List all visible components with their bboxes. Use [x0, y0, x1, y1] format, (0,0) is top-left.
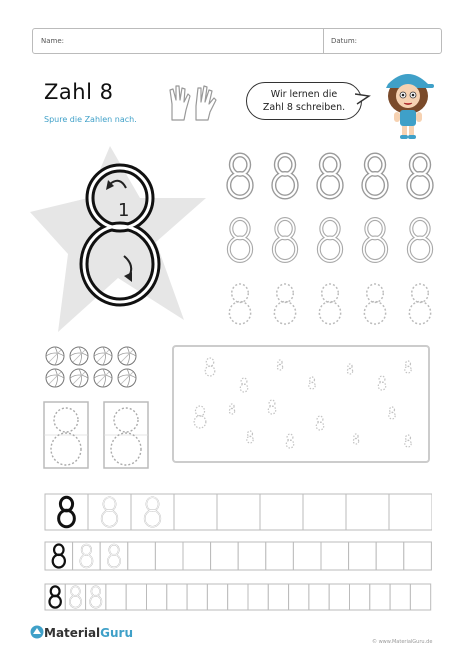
writing-cell — [321, 542, 349, 570]
writing-cell — [86, 584, 106, 610]
scattered-digit-8 — [205, 358, 215, 376]
writing-cell — [167, 584, 187, 610]
writing-cell — [289, 584, 309, 610]
scattered-digit-8 — [309, 377, 315, 389]
name-label: Name: — [41, 37, 65, 45]
dotted-digit-boxes — [42, 400, 152, 472]
writing-cell — [389, 494, 432, 530]
scattered-digit-8 — [405, 361, 411, 373]
worksheet-subtitle: Spure die Zahlen nach. — [44, 115, 137, 124]
writing-cell — [147, 584, 167, 610]
writing-cell — [73, 542, 101, 570]
writing-cell — [174, 494, 217, 530]
scattered-digit-8 — [347, 364, 352, 374]
writing-cell — [349, 542, 377, 570]
ball-icon — [70, 369, 88, 387]
writing-cell — [238, 542, 266, 570]
writing-cell — [128, 542, 156, 570]
writing-cell — [155, 542, 183, 570]
writing-cell — [211, 542, 239, 570]
scattered-eights — [172, 345, 430, 463]
trace-digit-8 — [409, 219, 431, 261]
trace-digit-8 — [364, 219, 386, 261]
writing-cell — [183, 542, 211, 570]
brand-part-2: Guru — [100, 626, 134, 640]
writing-cell — [65, 584, 85, 610]
dotted-digit-8 — [364, 284, 385, 324]
writing-cell — [88, 494, 131, 530]
ball-icon — [46, 369, 64, 387]
scattered-digit-8 — [286, 434, 293, 448]
writing-cell — [248, 584, 268, 610]
writing-cell — [376, 542, 404, 570]
trace-digit-8 — [409, 155, 431, 197]
ball-icon — [94, 347, 112, 365]
writing-cell — [404, 542, 432, 570]
scattered-digit-8 — [247, 431, 253, 443]
writing-cell — [329, 584, 349, 610]
scattered-digit-8 — [268, 400, 275, 414]
scattered-digit-8 — [277, 360, 282, 370]
trace-digit-8 — [364, 155, 386, 197]
big-digit-8 — [78, 160, 162, 308]
writing-cell — [126, 584, 146, 610]
writing-cell — [268, 584, 288, 610]
trace-grid-digits — [229, 155, 431, 324]
writing-cell — [266, 542, 294, 570]
writing-cell — [390, 584, 410, 610]
divider — [323, 29, 324, 53]
speech-line-1: Wir lernen die — [270, 89, 338, 100]
writing-cell — [309, 584, 329, 610]
scattered-digit-8 — [316, 416, 323, 430]
scattered-digit-8 — [405, 435, 411, 447]
materialguru-logo-icon — [30, 625, 44, 639]
ball-icon — [118, 369, 136, 387]
dotted-digit-8 — [274, 284, 295, 324]
worksheet-title: Zahl 8 — [44, 80, 114, 104]
writing-row — [45, 542, 431, 570]
writing-row — [45, 584, 431, 610]
date-label: Datum: — [331, 37, 358, 45]
trace-digit-8 — [274, 219, 296, 261]
dotted-digit-8 — [229, 284, 250, 324]
writing-cell — [370, 584, 390, 610]
scattered-digit-8 — [353, 434, 358, 444]
writing-cell — [131, 494, 174, 530]
writing-cell — [207, 584, 227, 610]
brand-logo — [44, 626, 133, 640]
scattered-digit-8 — [229, 404, 234, 414]
writing-cell — [303, 494, 346, 530]
speech-line-2: Zahl 8 schreiben. — [262, 102, 346, 113]
ball-icon — [46, 347, 64, 365]
girl-illustration — [380, 66, 436, 142]
writing-cell — [410, 584, 430, 610]
writing-cell — [350, 584, 370, 610]
writing-cell — [106, 584, 126, 610]
speech-bubble-tail — [355, 92, 371, 106]
svg-text:1: 1 — [118, 200, 130, 221]
writing-cell — [228, 584, 248, 610]
writing-rows — [44, 492, 432, 614]
hand-sign-icon — [168, 80, 222, 124]
footer-url: © www.MaterialGuru.de — [372, 639, 433, 645]
writing-cell — [346, 494, 389, 530]
ball-icon — [118, 347, 136, 365]
writing-cell — [100, 542, 128, 570]
ball-icon — [70, 347, 88, 365]
scattered-digit-8 — [240, 378, 247, 392]
dotted-digit-8 — [409, 284, 430, 324]
scattered-digit-8 — [389, 407, 395, 419]
writing-cell — [187, 584, 207, 610]
scattered-digit-8 — [378, 376, 385, 390]
trace-digit-8 — [274, 155, 296, 197]
writing-row — [45, 494, 432, 530]
trace-digit-8 — [319, 219, 341, 261]
writing-cell — [217, 494, 260, 530]
trace-grid — [222, 150, 444, 330]
scattered-digit-8 — [194, 406, 206, 428]
ball-group — [44, 346, 142, 390]
ball-icon — [94, 369, 112, 387]
trace-digit-8 — [319, 155, 341, 197]
brand-part-1: Material — [44, 626, 101, 640]
writing-cell — [260, 494, 303, 530]
writing-cell — [293, 542, 321, 570]
trace-digit-8 — [229, 155, 251, 197]
dotted-digit-8 — [319, 284, 340, 324]
speech-bubble — [246, 82, 362, 120]
trace-digit-8 — [229, 219, 251, 261]
name-date-bar — [32, 28, 442, 54]
